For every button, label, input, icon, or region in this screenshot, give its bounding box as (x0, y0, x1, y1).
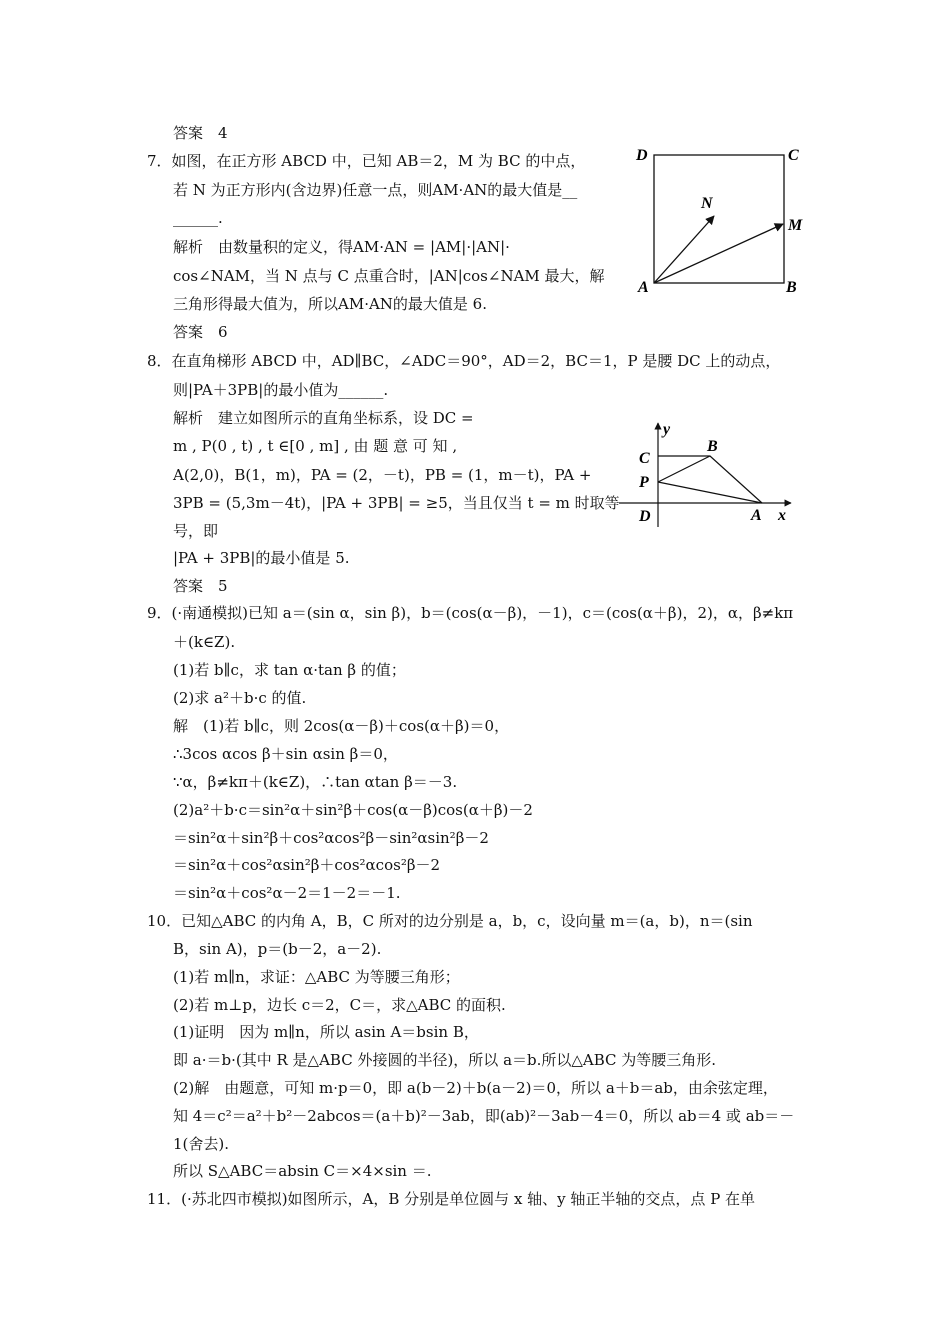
text-line: (1)若 b∥c，求 tan α·tan β 的值； (173, 661, 406, 679)
segment-pa (658, 482, 762, 503)
text-line: 解析 建立如图所示的直角坐标系，设 DC = (173, 409, 474, 427)
vector-an (654, 216, 714, 283)
text-line: 所以 S△ABC＝absin C＝×4×sin ＝. (173, 1162, 432, 1180)
text-line: (2)a²＋b·c＝sin²α＋sin²β＋cos(α－β)cos(α＋β)－2 (173, 801, 533, 819)
text-line: (1)若 m∥n，求证：△ABC 为等腰三角形； (173, 968, 460, 986)
text-line: 号，即 (173, 522, 219, 540)
text-line: 若 N 为正方形内(含边界)任意一点，则AM·AN的最大值是__ (173, 181, 578, 199)
text-line: (2)若 m⊥p，边长 c＝2，C＝，求△ABC 的面积. (173, 996, 506, 1014)
text-line: (2)求 a²＋b·c 的值. (173, 689, 307, 707)
label-p: P (639, 474, 649, 491)
text-line: 1(舍去). (173, 1135, 230, 1153)
text-line: 答案 5 (173, 577, 228, 595)
label-d: D (636, 147, 648, 164)
text-line: 则|PA＋3PB|的最小值为______. (173, 381, 389, 399)
text-line: 8．在直角梯形 ABCD 中，AD∥BC，∠ADC＝90°，AD＝2，BC＝1，P 是腰 DC 上的动点， (147, 352, 781, 370)
text-line: (2)解 由题意，可知 m·p＝0，即 a(b－2)＋b(a－2)＝0，所以 a＋b＝ab，由余弦定理， (173, 1079, 778, 1097)
square-figure (630, 140, 810, 300)
text-line: 11．(·苏北四市模拟)如图所示，A，B 分别是单位圆与 x 轴、y 轴正半轴的交点，点 P 在单 (147, 1190, 756, 1208)
text-line: ∵α，β≠kπ＋(k∈Z)，∴tan αtan β＝－3. (173, 773, 458, 791)
label-m: M (788, 217, 803, 234)
text-line: 10．已知△ABC 的内角 A，B，C 所对的边分别是 a，b，c，设向量 m＝(a，b)，n＝(sin (147, 912, 753, 930)
text-line: 知 4＝c²＝a²＋b²－2abcos＝(a＋b)²－3ab，即(ab)²－3ab－4＝0，所以 ab＝4 或 ab＝－ (173, 1107, 795, 1125)
trapezoid-outline (658, 456, 762, 503)
text-line: 解 (1)若 b∥c，则 2cos(α－β)＋cos(α＋β)＝0， (173, 717, 510, 735)
text-line: 三角形得最大值为，所以AM·AN的最大值是 6. (173, 295, 487, 313)
text-line: (1)证明 因为 m∥n，所以 asin A＝bsin B， (173, 1023, 479, 1041)
text-line: B，sin A)，p＝(b－2，a－2). (173, 940, 382, 958)
trapezoid-figure (615, 415, 795, 535)
label-b: B (786, 279, 797, 296)
text-line: ______. (173, 209, 223, 227)
segment-pb (658, 456, 710, 482)
square-outline (654, 155, 784, 283)
label-a: A (638, 279, 649, 296)
text-line: cos∠NAM，当 N 点与 C 点重合时，|AN|cos∠NAM 最大，解 (173, 267, 605, 285)
label-b: B (707, 438, 718, 455)
text-line: ＝sin²α＋cos²α－2＝1－2＝－1. (173, 884, 401, 902)
text-line: 答案 4 (173, 124, 228, 142)
label-c: C (639, 450, 650, 467)
label-x: x (778, 507, 786, 524)
label-a: A (751, 507, 762, 524)
text-line: ＝sin²α＋sin²β＋cos²αcos²β－sin²αsin²β－2 (173, 829, 489, 847)
text-line: ＝sin²α＋cos²αsin²β＋cos²αcos²β－2 (173, 856, 441, 874)
vector-am (654, 224, 783, 283)
text-line: ＋(k∈Z). (173, 633, 236, 651)
label-d: D (639, 508, 651, 525)
text-line: 即 a·＝b·(其中 R 是△ABC 外接圆的半径)，所以 a＝b.所以△ABC 为等腰三角形. (173, 1051, 717, 1069)
text-line: A(2,0)，B(1，m)，PA = (2，－t)，PB = (1，m－t)，PA + (173, 466, 592, 484)
text-line: 答案 6 (173, 323, 228, 341)
text-line: 解析 由数量积的定义，得AM·AN = |AM|·|AN|· (173, 238, 510, 256)
text-line: 9．(·南通模拟)已知 a＝(sin α，sin β)，b＝(cos(α－β)，－1)，c＝(cos(α＋β)，2)，α，β≠kπ (147, 604, 794, 622)
label-n: N (701, 195, 713, 212)
label-c: C (788, 147, 799, 164)
text-line: |PA + 3PB|的最小值是 5. (173, 549, 350, 567)
text-line: m , P(0 , t) , t ∈[0 , m] , 由 题 意 可 知 , (173, 437, 458, 455)
text-line: 7．如图，在正方形 ABCD 中，已知 AB＝2，M 为 BC 的中点， (147, 152, 586, 170)
text-line: ∴3cos αcos β＋sin αsin β＝0， (173, 745, 398, 763)
text-line: 3PB = (5,3m－4t)，|PA + 3PB| = ≥5，当且仅当 t = m 时取等 (173, 494, 620, 512)
label-y: y (663, 421, 671, 438)
